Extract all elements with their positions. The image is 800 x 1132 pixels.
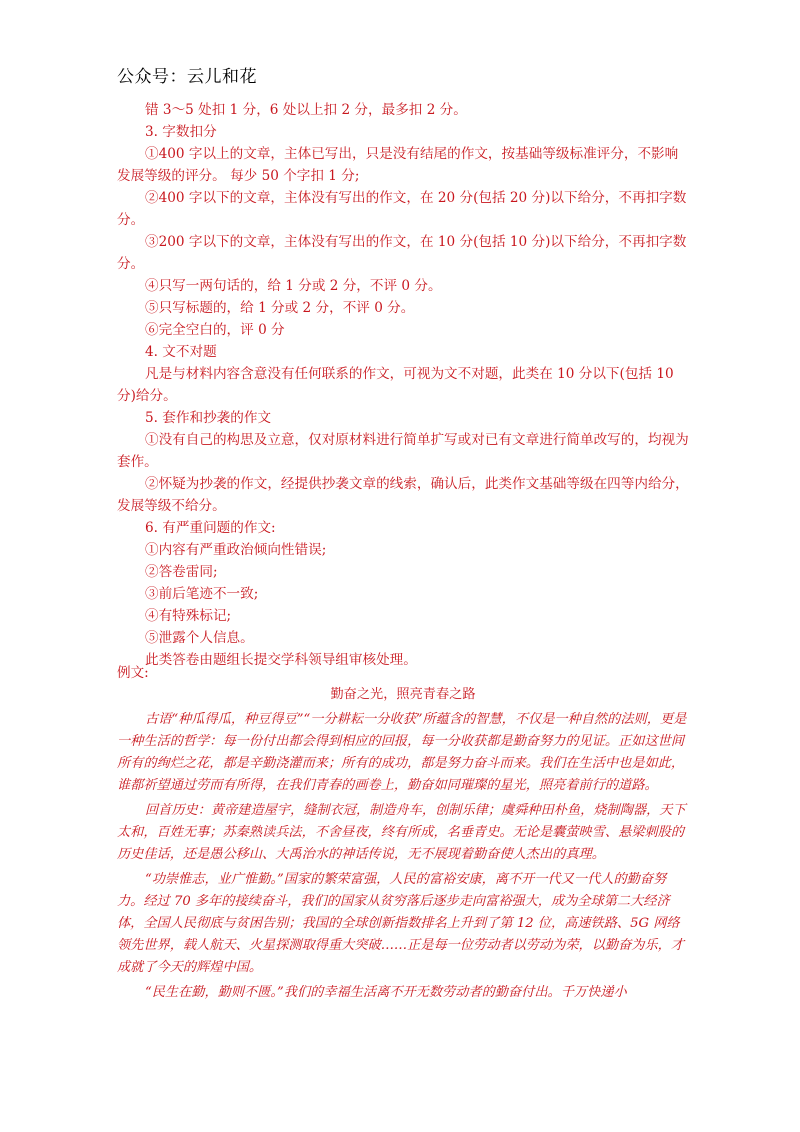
essay-paragraph: “民生在勤，勤则不匮。”我们的幸福生活离不开无数劳动者的勤奋付出。千万快递小 bbox=[145, 985, 627, 1000]
rule-line: 凡是与材料内容含意没有任何联系的作文，可视为文不对题，此类在 10 分以下(包括 10 分)给分。 bbox=[117, 366, 674, 404]
rule-line: 此类答卷由题组长提交学科领导组审核处理。 bbox=[145, 652, 417, 668]
rule-line: ④只写一两句话的，给 1 分或 2 分，不评 0 分。 bbox=[145, 278, 442, 294]
essay-title: 勤奋之光，照亮青春之路 bbox=[330, 687, 476, 702]
scoring-rules bbox=[117, 99, 689, 671]
rule-line: ③200 字以下的文章，主体没有写出的作文，在 10 分(包括 10 分)以下给分，不再扣字数分。 bbox=[117, 234, 687, 272]
essay-paragraph: 回首历史：黄帝建造屋宇，缝制衣冠，制造舟车，创制乐律；虞舜种田朴鱼，烧制陶器，天下太和，百姓无事；苏秦熟读兵法，不舍昼夜，终有所成，名垂青史。无论是囊萤映雪、悬梁刺股的历史佳话，还是愚公移山、大禹治水的神话传说，无不展现着勤奋使人杰出的真理。 bbox=[117, 803, 686, 862]
essay-paragraph: 古语“种瓜得瓜，种豆得豆”“一分耕耘一分收获”所蕴含的智慧，不仅是一种自然的法则，更是一种生活的哲学：每一份付出都会得到相应的回报，每一分收获都是勤奋努力的见证。正如这世间所有的绚烂之花，都是辛勤浇灌而来；所有的成功，都是努力奋斗而来。我们在生活中也是如此，谁都祈望通过劳而有所得，在我们青春的画卷上，勤奋如同璀璨的星光，照亮着前行的道路。 bbox=[117, 712, 687, 793]
example-section bbox=[117, 662, 689, 684]
account-header: 公众号：云儿和花 bbox=[117, 67, 257, 87]
rule-line: ②400 字以下的文章，主体没有写出的作文，在 20 分(包括 20 分)以下给分，不再扣字数分。 bbox=[117, 190, 687, 228]
rule-line: ①没有自己的构思及立意，仅对原材料进行简单扩写或对已有文章进行简单改写的，均视为套作。 bbox=[117, 432, 689, 470]
rule-line: ①400 字以上的文章，主体已写出，只是没有结尾的作文，按基础等级标准评分，不影响发展等级的评分。 每少 50 个字扣 1 分; bbox=[117, 146, 679, 184]
rule-line: ⑤泄露个人信息。 bbox=[145, 630, 254, 646]
example-label: 例文: bbox=[117, 665, 149, 681]
rule-line: ③前后笔迹不一致; bbox=[145, 586, 259, 602]
rule-line: ②答卷雷同; bbox=[145, 564, 218, 580]
rule-line: 5. 套作和抄袭的作文 bbox=[145, 410, 272, 426]
rule-line: 错 3～5 处扣 1 分，6 处以上扣 2 分，最多扣 2 分。 bbox=[145, 102, 467, 118]
rule-line: 3. 字数扣分 bbox=[145, 124, 217, 140]
rule-line: ④有特殊标记; bbox=[145, 608, 232, 624]
rule-line: ①内容有严重政治倾向性错误; bbox=[145, 542, 327, 558]
example-essay bbox=[117, 684, 689, 1007]
essay-paragraph: “功崇惟志，业广惟勤。”国家的繁荣富强，人民的富裕安康，离不开一代又一代人的勤奋努力。经过 70 多年的接续奋斗，我们的国家从贫穷落后逐步走向富裕强大，成为全球第二大经济体，全国人民彻底与贫困告别；我国的全球创新指数排名上升到了第 12 位，高速铁路、5G 网络领先世界，载人航天、火星探测取得重大突破……正是每一位劳动者以劳动为荣，以勤奋为乐，才成就了今天的辉煌中国。 bbox=[117, 872, 685, 975]
rule-line: 4. 文不对题 bbox=[145, 344, 217, 360]
rule-line: ⑤只写标题的，给 1 分或 2 分，不评 0 分。 bbox=[145, 300, 415, 316]
rule-line: ②怀疑为抄袭的作文，经提供抄袭文章的线索，确认后，此类作文基础等级在四等内给分，发展等级不给分。 bbox=[117, 476, 689, 514]
rule-line: 6. 有严重问题的作文: bbox=[145, 520, 276, 536]
rule-line: ⑥完全空白的，评 0 分 bbox=[145, 322, 285, 338]
